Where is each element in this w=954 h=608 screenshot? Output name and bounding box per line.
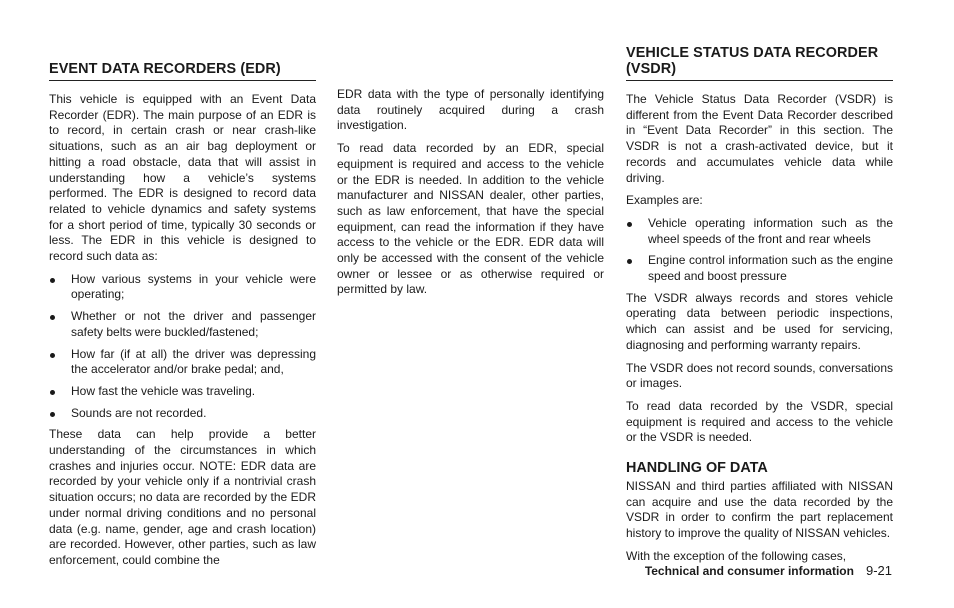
edr-recorded-data-list [49,272,316,422]
edr-continued-paragraph: EDR data with the type of personally identifying data routinely acquired during a crash investigation. [337,87,604,133]
list-item: Whether or not the driver and passenger safety belts were buckled/fastened; [49,309,316,340]
edr-access-paragraph: To read data recorded by an EDR, special equipment is required and access to the vehicle or the EDR is needed. In addition to the vehicle manufacturer and NISSAN dealer, other parties, such as law enforcement, that have the special equipment, can read the information if they have access to the vehicle or the EDR. EDR data will only be accessed with the consent of the vehicle owner or lessee or as otherwise required or permitted by law. [337,141,604,297]
bullet-icon [50,315,55,320]
handling-of-data-paragraph: NISSAN and third parties affiliated with NISSAN can acquire and use the data recorded by the VSDR in order to confirm the part replacement history to improve the quality of NISSAN vehicles. [626,479,893,541]
list-item: How fast the vehicle was traveling. [49,384,316,400]
exception-paragraph: With the exception of the following cases, [626,548,847,563]
column-vehicle-status-data-recorder [626,45,893,572]
vsdr-intro-paragraph: The Vehicle Status Data Recorder (VSDR) is different from the Event Data Recorder described in “Event Data Recorder” in this section. The VSDR is not a crash-activated device, but it records and accumulates vehicle data while driving. [626,92,893,185]
list-item: Vehicle operating information such as the wheel speeds of the front and rear wheels [626,216,893,247]
vsdr-examples-list [626,216,893,285]
section-heading-vsdr: VEHICLE STATUS DATA RECORDER (VSDR) [626,45,893,81]
bullet-icon [627,222,632,227]
edr-closing-paragraph: These data can help provide a better understanding of the circumstances in which crashes and injuries occur. NOTE: EDR data are recorded by your vehicle only if a nontrivial crash situation occurs; no data are recorded by the EDR under normal driving conditions and no personal data (e.g. name, gender, age and crash location) are recorded. However, other parties, such as law enforcement, could combine the [49,427,316,567]
bullet-icon [627,259,632,264]
subheading-handling-of-data: HANDLING OF DATA [626,460,768,477]
list-item: Engine control information such as the engine speed and boost pressure [626,253,893,284]
vsdr-access-paragraph: To read data recorded by the VSDR, special equipment is required and access to the vehicle or the VSDR is needed. [626,398,893,445]
bullet-icon [50,278,55,283]
column-edr-continued [337,87,604,305]
list-item: Sounds are not recorded. [49,406,316,422]
edr-intro-paragraph: This vehicle is equipped with an Event Data Recorder (EDR). The main purpose of an EDR is to record, in certain crash or near crash-like situations, such as an air bag deployment or hitting a road obstacle, data that will assist in understanding how a vehicle’s systems performed. The EDR is designed to record data related to vehicle dynamics and safety systems for a short period of time, typically 30 seconds or less. The EDR in this vehicle is designed to record such data as: [49,92,316,264]
vsdr-examples-label: Examples are: [626,193,703,208]
section-heading-edr: EVENT DATA RECORDERS (EDR) [49,61,316,81]
bullet-icon [50,390,55,395]
vsdr-no-sounds-paragraph: The VSDR does not record sounds, conversations or images. [626,360,893,391]
column-event-data-recorders [49,61,316,576]
bullet-icon [50,353,55,358]
page-footer [600,563,892,579]
footer-section-title: Technical and consumer information [644,564,854,578]
page-number: 9-21 [865,563,892,578]
vsdr-storage-paragraph: The VSDR always records and stores vehicle operating data between periodic inspections, which can assist and be used for servicing, diagnosing and performing warranty repairs. [626,290,893,352]
bullet-icon [50,412,55,417]
list-item: How far (if at all) the driver was depressing the accelerator and/or brake pedal; and, [49,347,316,378]
list-item: How various systems in your vehicle were operating; [49,272,316,303]
